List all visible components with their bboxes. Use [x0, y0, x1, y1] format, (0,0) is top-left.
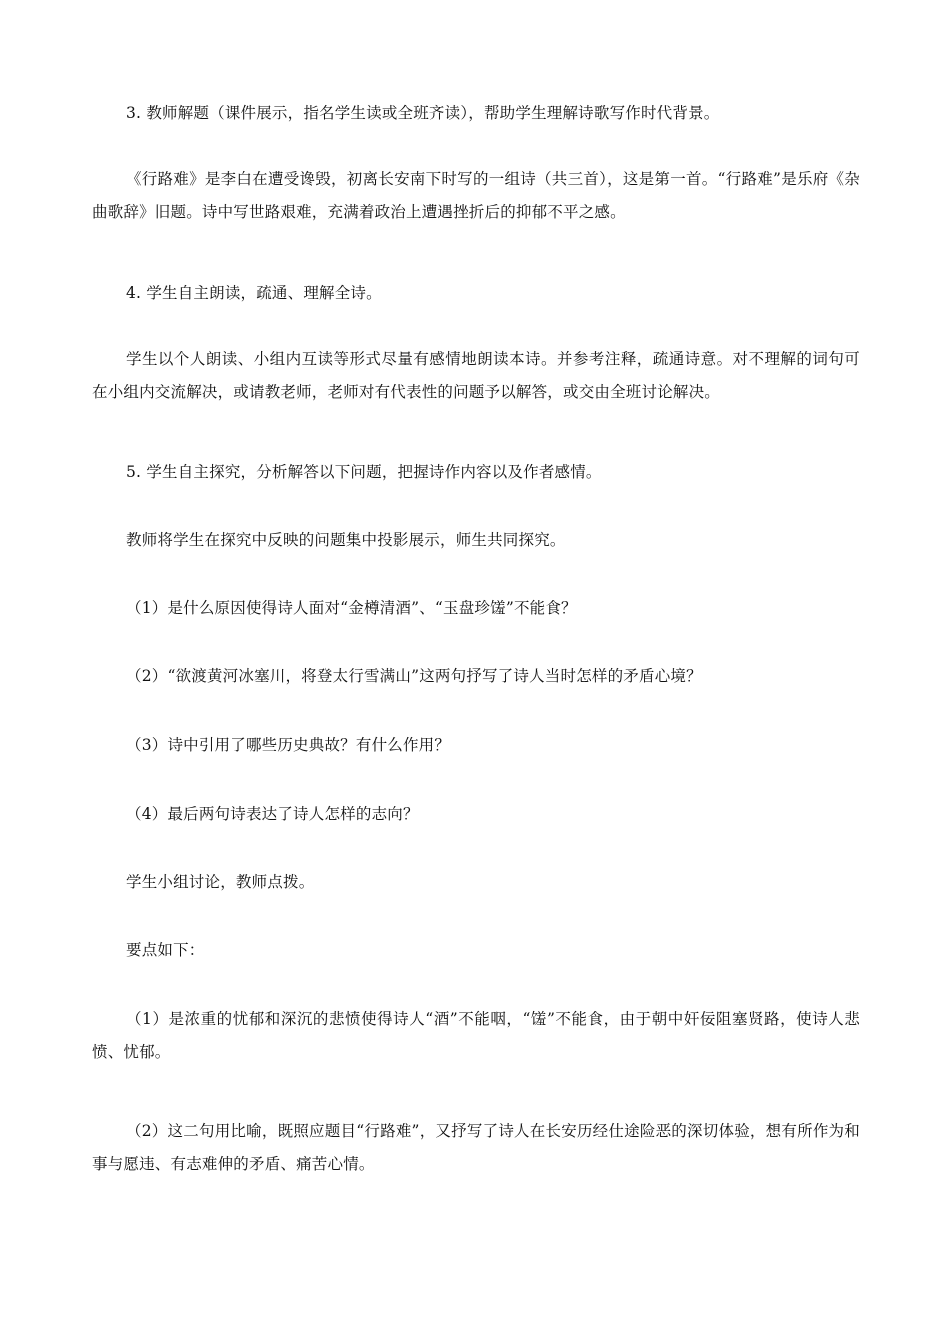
- paragraph-step-3: 3. 教师解题（课件展示，指名学生读或全班齐读），帮助学生理解诗歌写作时代背景。: [126, 104, 720, 122]
- paragraph-step-5: 5. 学生自主探究，分析解答以下问题，把握诗作内容以及作者感情。: [126, 463, 602, 481]
- question-3: （3）诗中引用了哪些历史典故？有什么作用？: [126, 736, 451, 754]
- paragraph-background: 《行路难》是李白在遭受谗毁，初离长安南下时写的一组诗（共三首），这是第一首。“行路难”是乐府《杂曲歌辞》旧题。诗中写世路艰难，充满着政治上遭遇挫折后的抑郁不平之感。: [92, 170, 860, 221]
- paragraph-group-discussion: 学生小组讨论，教师点拨。: [126, 873, 315, 891]
- paragraph-step-4: 4. 学生自主朗读，疏通、理解全诗。: [126, 284, 382, 302]
- question-2: （2）“欲渡黄河冰塞川，将登太行雪满山”这两句抒写了诗人当时怎样的矛盾心境？: [126, 667, 702, 685]
- question-1: （1）是什么原因使得诗人面对“金樽清酒”、“玉盘珍馐”不能食？: [126, 599, 577, 617]
- paragraph-reading-method: 学生以个人朗读、小组内互读等形式尽量有感情地朗读本诗。并参考注释，疏通诗意。对不理解的词句可在小组内交流解决，或请教老师，老师对有代表性的问题予以解答，或交由全班讨论解决。: [92, 350, 860, 401]
- paragraph-teacher-display: 教师将学生在探究中反映的问题集中投影展示，师生共同探究。: [126, 531, 566, 549]
- paragraph-key-points-heading: 要点如下：: [126, 941, 205, 959]
- answer-1: （1）是浓重的忧郁和深沉的悲愤使得诗人“酒”不能咽，“馐”不能食，由于朝中奸佞阻塞贤路，使诗人悲愤、忧郁。: [92, 1010, 860, 1061]
- question-4: （4）最后两句诗表达了诗人怎样的志向？: [126, 805, 419, 823]
- answer-2: （2）这二句用比喻，既照应题目“行路难”，又抒写了诗人在长安历经仕途险恶的深切体验，想有所作为和事与愿违、有志难伸的矛盾、痛苦心情。: [92, 1122, 860, 1173]
